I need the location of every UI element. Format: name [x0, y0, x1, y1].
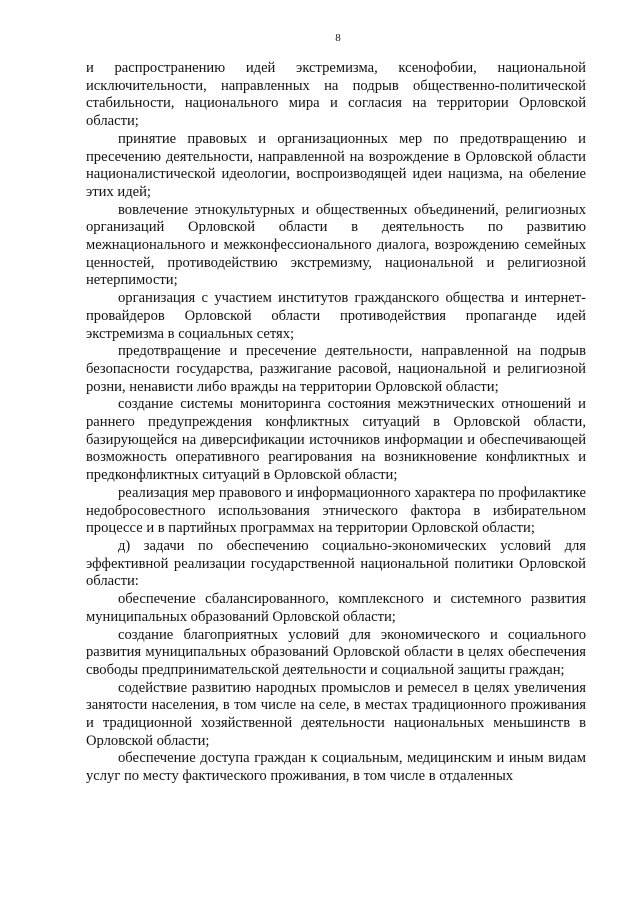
paragraph: д) задачи по обеспечению социально-экономических условий для эффективной реализации государственной национальной политики Орловской области:	[86, 537, 586, 590]
paragraph: содействие развитию народных промыслов и ремесел в целях увеличения занятости населения, в том числе на селе, в местах традиционного проживания и традиционной хозяйственной деятельности национальных меньшинств в Орловской области;	[86, 679, 586, 749]
page-number: 8	[335, 32, 341, 44]
paragraph: создание благоприятных условий для экономического и социального развития муниципальных образований Орловской области в целях обеспечения свободы предпринимательской деятельности и социальной защиты граждан;	[86, 626, 586, 678]
paragraph: создание системы мониторинга состояния межэтнических отношений и раннего предупреждения конфликтных ситуаций в Орловской области, базирующейся на диверсификации источников информации и обеспечивающей возможность оперативного реагирования на возникновение конфликтных и предконфликтных ситуаций в Орловской области;	[86, 396, 586, 484]
paragraph: вовлечение этнокультурных и общественных объединений, религиозных организаций Орловской области в деятельность по развитию межнационального и межконфессионального диалога, возрождению семейных ценностей, противодействию экстремизму, национальной и религиозной нетерпимости;	[86, 201, 586, 289]
paragraph: реализация мер правового и информационного характера по профилактике недобросовестного использования этнического фактора в избирательном процессе и в партийных программах на территории Орловской области;	[86, 484, 586, 537]
document-body	[86, 60, 586, 786]
paragraph: обеспечение доступа граждан к социальным, медицинским и иным видам услуг по месту фактического проживания, в том числе в отдаленных	[86, 750, 586, 785]
paragraph: принятие правовых и организационных мер по предотвращению и пресечению деятельности, направленной на возрождение в Орловской области националистической идеологии, воспроизводящей идеи нацизма, на обеление этих идей;	[86, 130, 586, 200]
paragraph: организация с участием институтов гражданского общества и интернет-провайдеров Орловской области противодействия пропаганде идей экстремизма в социальных сетях;	[86, 290, 586, 342]
paragraph: обеспечение сбалансированного, комплексного и системного развития муниципальных образований Орловской области;	[86, 591, 586, 625]
paragraph: и распространению идей экстремизма, ксенофобии, национальной исключительности, направленных на подрыв общественно-политической стабильности, национального мира и согласия на территории Орловской области;	[86, 60, 586, 130]
paragraph: предотвращение и пресечение деятельности, направленной на подрыв безопасности государства, разжигание расовой, национальной и религиозной розни, ненависти либо вражды на территории Орловской области;	[86, 343, 586, 395]
